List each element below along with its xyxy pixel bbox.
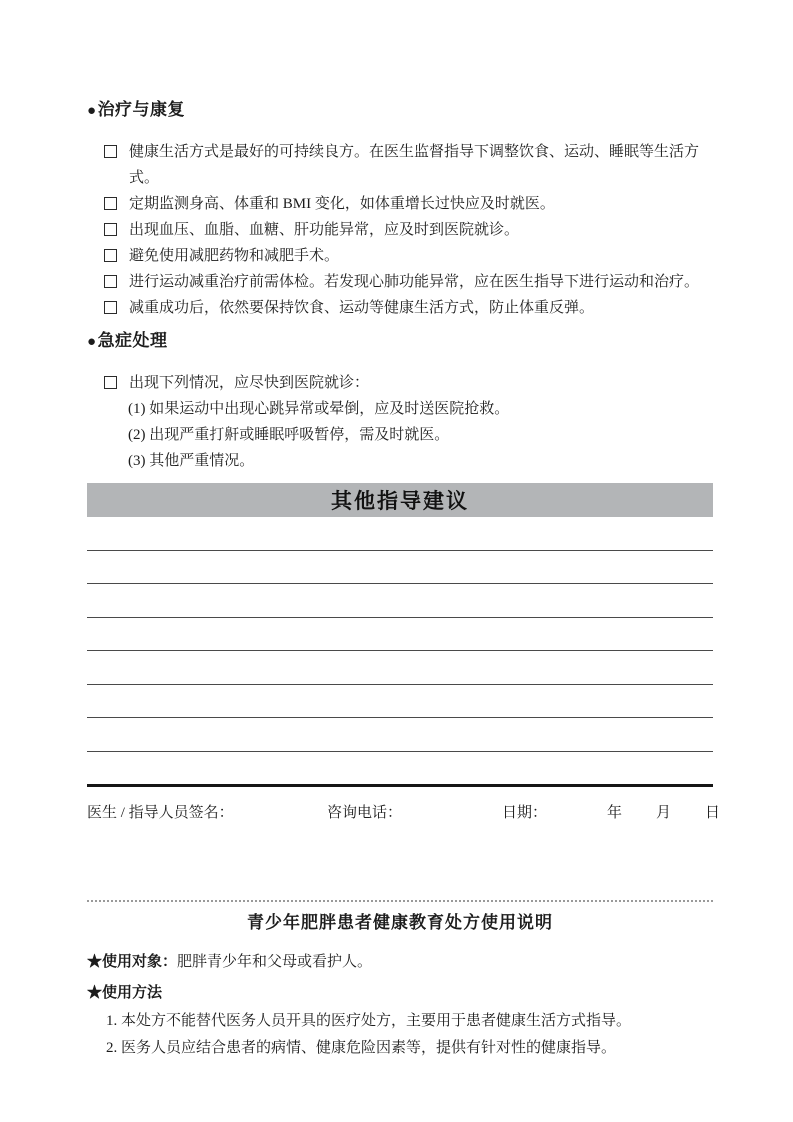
writing-line[interactable] bbox=[87, 651, 713, 685]
checkbox[interactable] bbox=[104, 197, 117, 210]
other-advice-header: 其他指导建议 bbox=[87, 483, 713, 517]
usage-method-item: 1. 本处方不能替代医务人员开具的医疗处方，主要用于患者健康生活方式指导。 bbox=[106, 1013, 632, 1029]
usage-method-list bbox=[87, 1008, 713, 1062]
signer-label: 医生 / 指导人员签名： bbox=[87, 805, 234, 821]
other-advice-writing-area bbox=[87, 517, 713, 787]
emergency-subitem: (1) 如果运动中出现心跳异常或晕倒，应及时送医院抢救。 bbox=[128, 401, 510, 417]
checklist-item bbox=[87, 269, 713, 295]
usage-method-label: ★使用方法 bbox=[87, 985, 163, 1001]
month-label: 月 bbox=[656, 805, 672, 821]
writing-line[interactable] bbox=[87, 618, 713, 652]
dotted-divider bbox=[87, 900, 713, 902]
checkbox[interactable] bbox=[104, 223, 117, 236]
checkbox[interactable] bbox=[104, 275, 117, 288]
checkbox[interactable] bbox=[104, 301, 117, 314]
checklist-item bbox=[87, 243, 713, 269]
writing-line[interactable] bbox=[87, 685, 713, 719]
checklist-item-text: 健康生活方式是最好的可持续良方。在医生监督指导下调整饮食、运动、睡眠等生活方式。 bbox=[129, 144, 700, 186]
date-label: 日期： bbox=[502, 805, 548, 821]
section-title-text: 治疗与康复 bbox=[97, 100, 186, 119]
usage-target-label: ★使用对象： bbox=[87, 954, 178, 970]
checkbox[interactable] bbox=[104, 376, 117, 389]
usage-method-item: 2. 医务人员应结合患者的病情、健康危险因素等，提供有针对性的健康指导。 bbox=[106, 1040, 617, 1056]
checklist-item-text: 进行运动减重治疗前需体检。若发现心肺功能异常，应在医生指导下进行运动和治疗。 bbox=[129, 274, 700, 290]
checklist-item-text: 定期监测身高、体重和 BMI 变化，如体重增长过快应及时就医。 bbox=[129, 196, 555, 212]
bullet-icon: ● bbox=[87, 103, 97, 119]
section-title-emergency bbox=[87, 329, 713, 354]
checklist-item bbox=[87, 370, 713, 396]
checklist-item bbox=[87, 217, 713, 243]
checklist-item bbox=[87, 191, 713, 217]
phone-label: 咨询电话： bbox=[327, 805, 403, 821]
writing-line[interactable] bbox=[87, 517, 713, 551]
section-title-text: 急症处理 bbox=[97, 331, 168, 350]
signature-row bbox=[87, 801, 721, 823]
usage-target-row bbox=[87, 951, 713, 973]
checklist-item-text: 减重成功后，依然要保持饮食、运动等健康生活方式，防止体重反弹。 bbox=[129, 300, 595, 316]
writing-line[interactable] bbox=[87, 752, 713, 788]
writing-line[interactable] bbox=[87, 551, 713, 585]
usage-target-text: 肥胖青少年和父母或看护人。 bbox=[177, 954, 373, 970]
checkbox[interactable] bbox=[104, 249, 117, 262]
treatment-checklist bbox=[87, 139, 713, 321]
year-label: 年 bbox=[607, 805, 623, 821]
checkbox[interactable] bbox=[104, 145, 117, 158]
bullet-icon: ● bbox=[87, 334, 97, 350]
checklist-item-text: 出现血压、血脂、血糖、肝功能异常，应及时到医院就诊。 bbox=[129, 222, 520, 238]
writing-line[interactable] bbox=[87, 718, 713, 752]
checklist-item bbox=[87, 295, 713, 321]
checklist-item-text: 避免使用减肥药物和减肥手术。 bbox=[129, 248, 340, 264]
day-label: 日 bbox=[705, 805, 721, 821]
checklist-item-text: 出现下列情况，应尽快到医院就诊： bbox=[129, 375, 370, 391]
usage-title: 青少年肥胖患者健康教育处方使用说明 bbox=[247, 913, 553, 932]
checklist-item bbox=[87, 139, 713, 191]
emergency-subitem: (2) 出现严重打鼾或睡眠呼吸暂停，需及时就医。 bbox=[128, 427, 450, 443]
emergency-subitem: (3) 其他严重情况。 bbox=[128, 453, 255, 469]
writing-line[interactable] bbox=[87, 584, 713, 618]
section-title-treatment bbox=[87, 98, 713, 123]
